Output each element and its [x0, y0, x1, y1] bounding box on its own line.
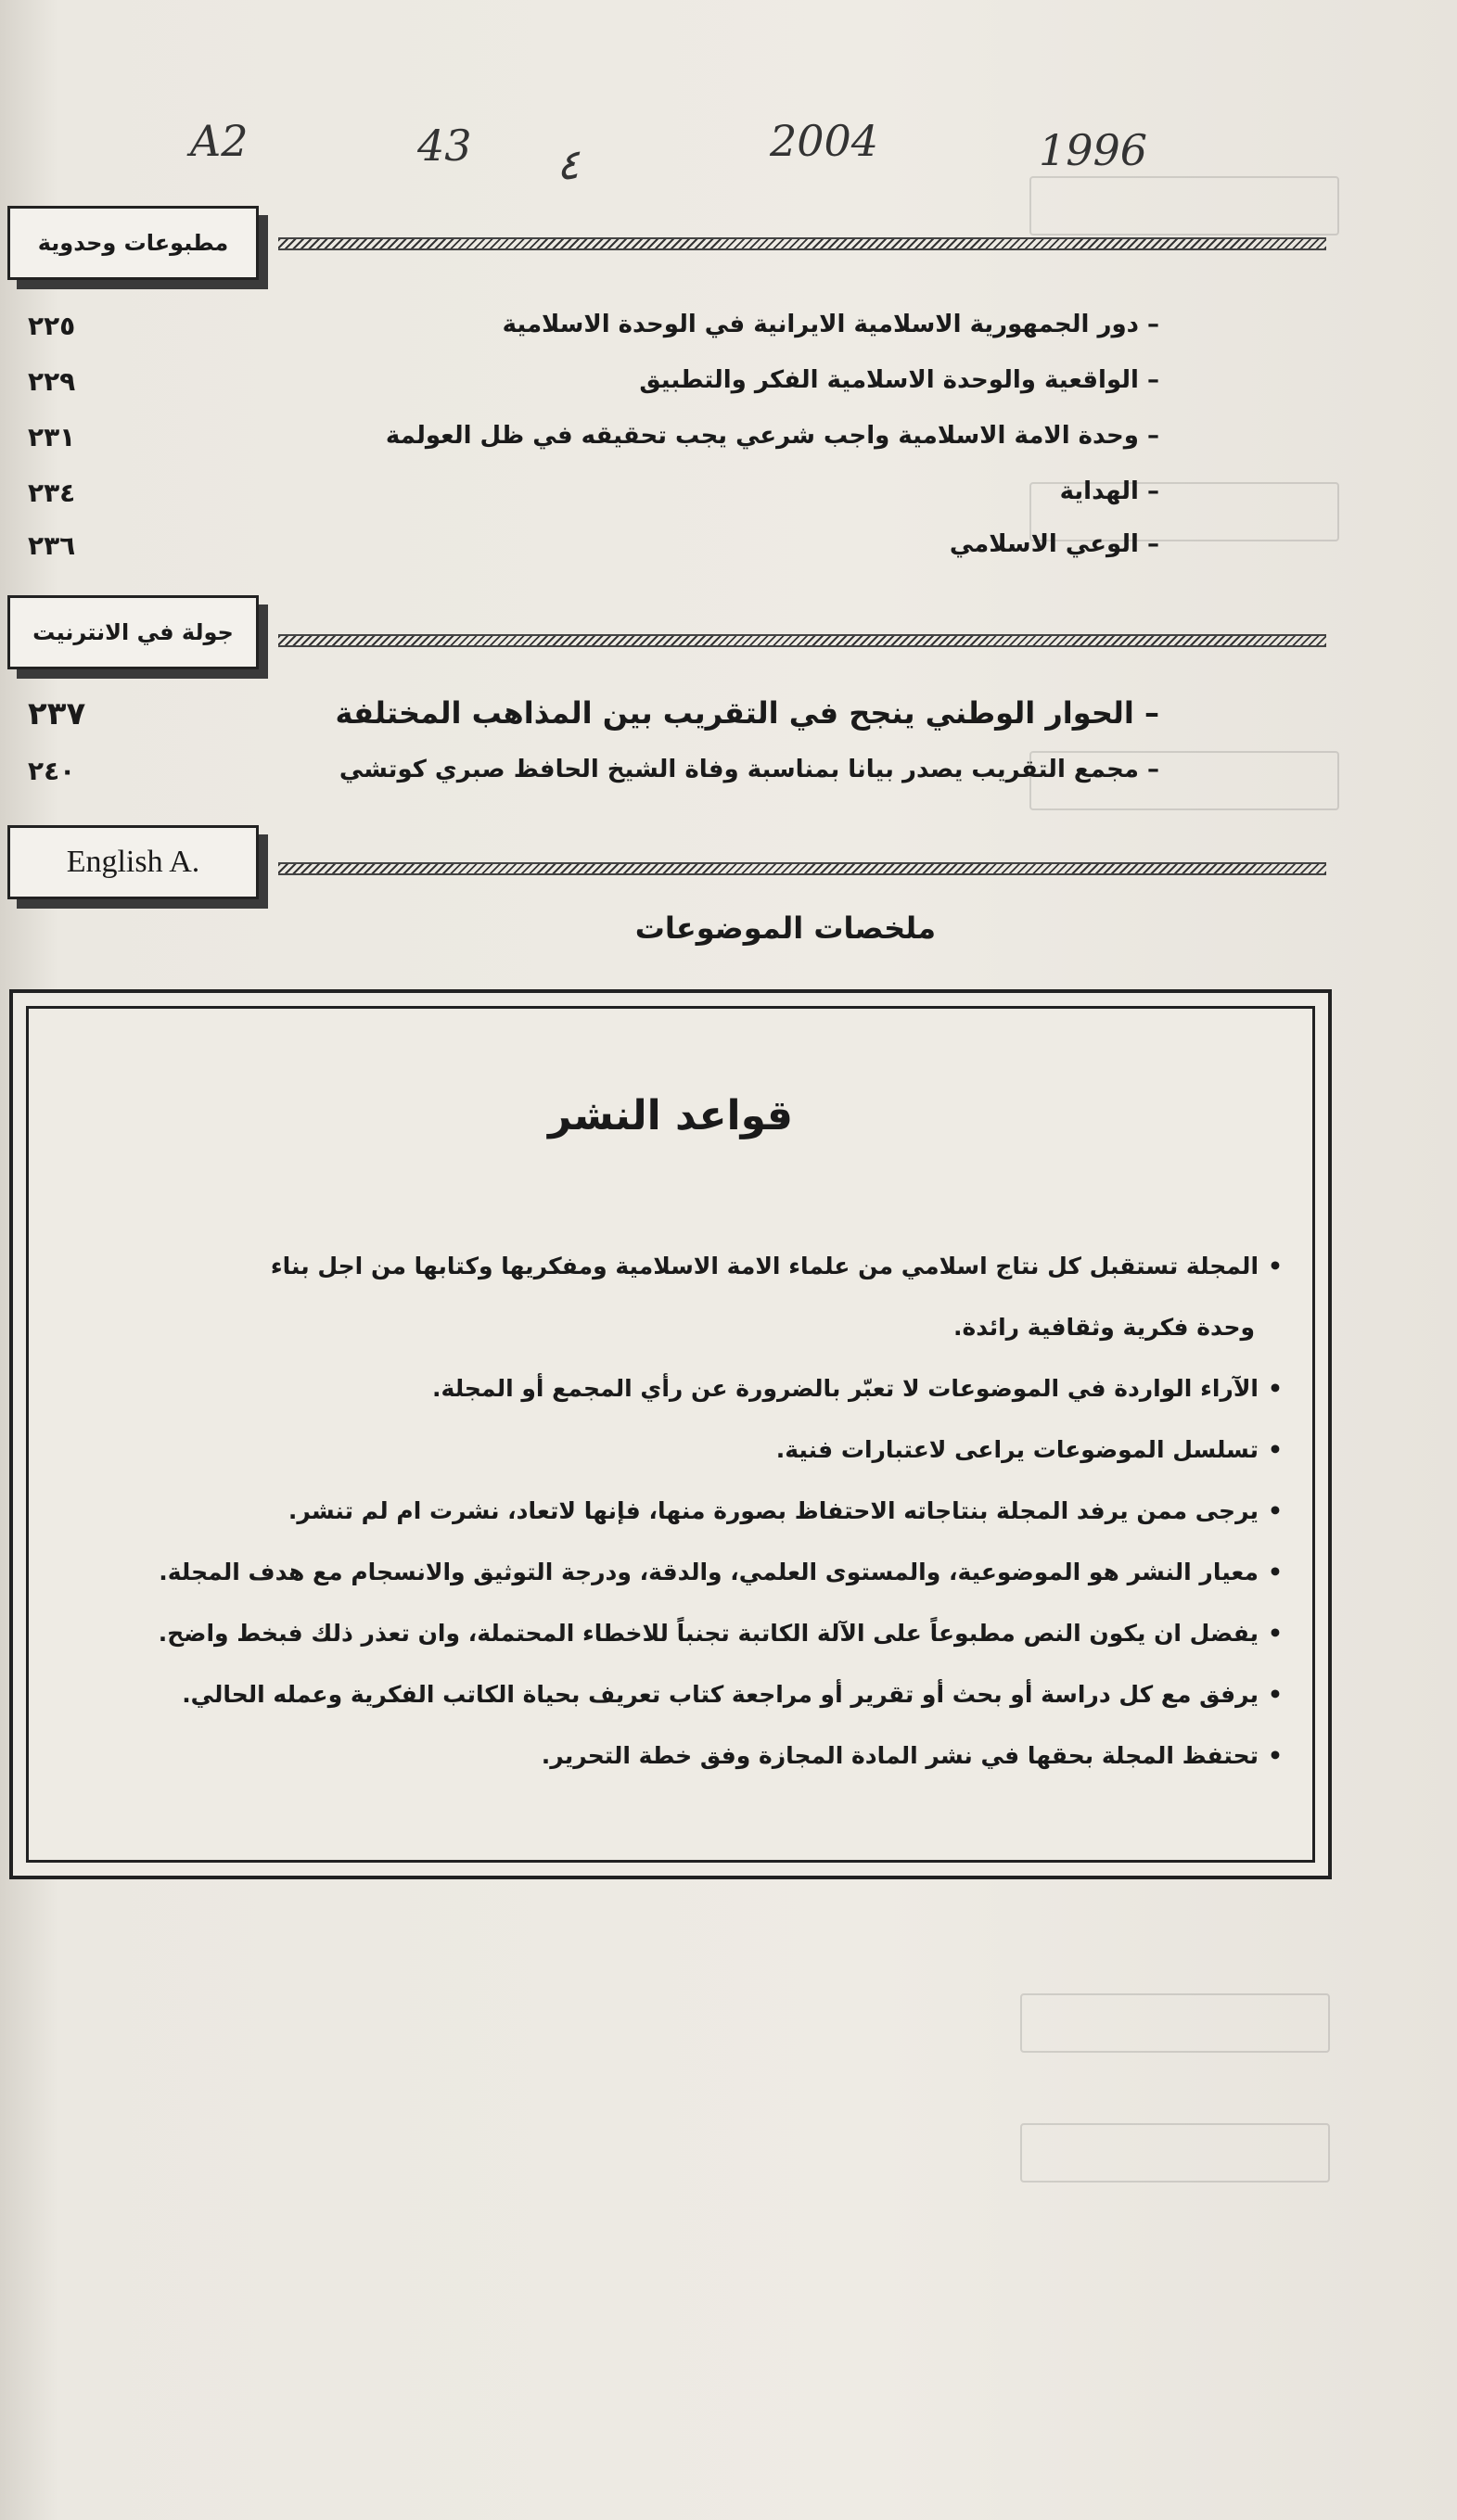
rule-text: تسلسل الموضوعات يراعى لاعتبارات فنية.: [775, 1436, 1259, 1463]
publishing-rules-inner-frame: [26, 1006, 1315, 1863]
bullet-icon: •: [1268, 1742, 1283, 1769]
toc-title: – وحدة الامة الاسلامية واجب شرعي يجب تحقيقه في ظل العولمة: [385, 422, 1159, 450]
rule-text: يفضل ان يكون النص مطبوعاً على الآلة الكاتبة تجنباً للاخطاء المحتملة، وان تعذر ذلك فبخط واضح.: [158, 1620, 1259, 1647]
toc-row[interactable]: [28, 422, 1159, 468]
rule-item: [58, 1725, 1283, 1787]
page-number: ٢٣١: [28, 422, 76, 452]
toc-title: – الوعي الاسلامي: [949, 530, 1159, 558]
section-label-print-unity: مطبوعات وحدوية: [7, 206, 259, 280]
rule-text: معيار النشر هو الموضوعية، والمستوى العلمي، والدقة، ودرجة التوثيق والانسجام مع هدف المجلة.: [159, 1559, 1259, 1585]
publishing-rules-box: [9, 989, 1332, 1879]
bullet-icon: •: [1268, 1375, 1283, 1402]
rule-text: يرفق مع كل دراسة أو بحث أو تقرير أو مراجعة كتاب تعريف بحياة الكاتب الفكرية وعمله الحالي.: [182, 1681, 1259, 1708]
bleed-through-box: [1020, 1993, 1330, 2053]
bullet-icon: •: [1268, 1559, 1283, 1585]
rule-item: [58, 1664, 1283, 1725]
handwritten-note: ٤: [556, 139, 580, 189]
rule-text: الآراء الواردة في الموضوعات لا تعبّر بالضرورة عن رأي المجمع أو المجلة.: [432, 1375, 1259, 1402]
rule-item: [58, 1542, 1283, 1603]
section-divider: [278, 237, 1326, 250]
rule-item: [58, 1419, 1283, 1481]
toc-title: – الواقعية والوحدة الاسلامية الفكر والتطبيق: [639, 366, 1159, 394]
toc-title: – الهداية: [1059, 477, 1159, 505]
toc-row[interactable]: [28, 530, 1159, 577]
section-divider: [278, 634, 1326, 647]
rule-text: تحتفظ المجلة بحقها في نشر المادة المجازة وفق خطة التحرير.: [541, 1742, 1259, 1769]
page-number: ٢٣٦: [28, 530, 76, 561]
rule-item: [58, 1358, 1283, 1419]
handwritten-note: 2004: [770, 116, 879, 166]
toc-row[interactable]: [28, 695, 1159, 742]
toc-title: – مجمع التقريب يصدر بيانا بمناسبة وفاة الشيخ الحافظ صبري كوتشي: [339, 756, 1159, 783]
bullet-icon: •: [1268, 1497, 1283, 1524]
publishing-rules-list: [58, 1236, 1283, 1787]
page-number: ٢٣٤: [28, 477, 76, 508]
handwritten-note: 43: [417, 121, 472, 171]
section-label-internet-tour: جولة في الانترنيت: [7, 595, 259, 669]
section-divider: [278, 862, 1326, 875]
rule-text-continued: وحدة فكرية وثقافية رائدة.: [953, 1314, 1255, 1341]
bullet-icon: •: [1268, 1253, 1283, 1279]
toc-title: – الحوار الوطني ينجح في التقريب بين المذاهب المختلفة: [335, 695, 1159, 731]
page-number: ٢٢٩: [28, 366, 76, 397]
page-number: ٢٤٠: [28, 756, 76, 786]
summaries-heading[interactable]: ملخصات الموضوعات: [634, 910, 936, 946]
toc-title: – دور الجمهورية الاسلامية الايرانية في الوحدة الاسلامية: [502, 311, 1159, 338]
toc-row[interactable]: [28, 311, 1159, 357]
bullet-icon: •: [1268, 1436, 1283, 1463]
rule-item: [58, 1603, 1283, 1664]
toc-row[interactable]: [28, 477, 1159, 524]
rule-text: المجلة تستقبل كل نتاج اسلامي من علماء الامة الاسلامية ومفكريها وكتابها من اجل بناء: [270, 1253, 1259, 1279]
bullet-icon: •: [1268, 1620, 1283, 1647]
handwritten-note: 1996: [1039, 125, 1148, 175]
rule-text: يرجى ممن يرفد المجلة بنتاجاته الاحتفاظ بصورة منها، فإنها لاتعاد، نشرت ام لم تنشر.: [288, 1497, 1259, 1524]
page-number: ٢٣٧: [28, 695, 86, 732]
toc-row[interactable]: [28, 756, 1159, 802]
publishing-rules-title: قواعد النشر: [548, 1092, 793, 1139]
section-label-english: English A.: [7, 825, 259, 899]
bleed-through-box: [1020, 2123, 1330, 2183]
page-number: ٢٢٥: [28, 311, 76, 341]
toc-row[interactable]: [28, 366, 1159, 413]
rule-item: [58, 1481, 1283, 1542]
bullet-icon: •: [1268, 1681, 1283, 1708]
handwritten-note: A2: [190, 116, 249, 166]
rule-item: [58, 1236, 1283, 1358]
bleed-through-box: [1029, 176, 1339, 235]
